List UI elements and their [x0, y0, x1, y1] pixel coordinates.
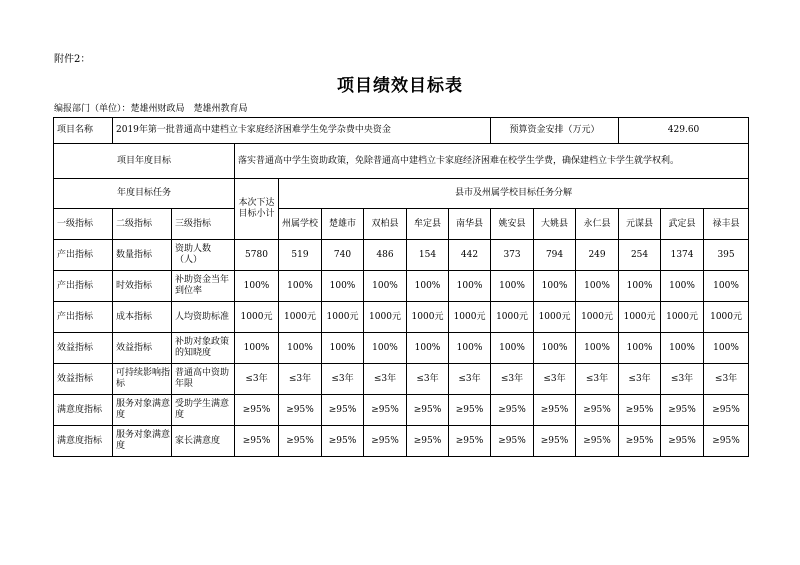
unit-value-cell: ≤3年 [322, 364, 364, 395]
performance-table [53, 117, 749, 457]
unit-value-cell: 1000元 [661, 302, 704, 333]
unit-header: 大姚县 [534, 209, 576, 240]
table-row [54, 426, 749, 457]
level3-header: 三级指标 [172, 209, 235, 240]
unit-value-cell: 1000元 [491, 302, 534, 333]
level2-cell: 效益指标 [113, 333, 172, 364]
unit-value-cell: ≤3年 [491, 364, 534, 395]
unit-value-cell: 486 [364, 240, 407, 271]
subtotal-cell: 100% [235, 333, 279, 364]
level1-header: 一级指标 [54, 209, 113, 240]
level2-cell: 数量指标 [113, 240, 172, 271]
table-row [54, 395, 749, 426]
unit-value-cell: ≤3年 [704, 364, 749, 395]
unit-value-cell: 100% [534, 333, 576, 364]
level1-cell: 产出指标 [54, 302, 113, 333]
unit-value-cell: ≤3年 [661, 364, 704, 395]
unit-value-cell: ≥95% [279, 426, 322, 457]
department-line: 编报部门（单位）：楚雄州财政局 楚雄州教育局 [54, 104, 248, 114]
unit-value-cell: ≥95% [704, 426, 749, 457]
unit-header: 楚雄市 [322, 209, 364, 240]
unit-header: 双柏县 [364, 209, 407, 240]
project-goal-row [54, 144, 749, 179]
unit-value-cell: ≤3年 [576, 364, 619, 395]
unit-value-cell: 100% [364, 271, 407, 302]
unit-value-cell: 100% [279, 271, 322, 302]
unit-value-cell: 1000元 [407, 302, 449, 333]
unit-value-cell: 1000元 [364, 302, 407, 333]
subtotal-cell: 1000元 [235, 302, 279, 333]
unit-value-cell: ≤3年 [407, 364, 449, 395]
unit-value-cell: 100% [491, 271, 534, 302]
header-row-2 [54, 209, 749, 240]
unit-value-cell: ≥95% [619, 426, 661, 457]
unit-value-cell: ≥95% [364, 426, 407, 457]
table-row [54, 302, 749, 333]
unit-value-cell: ≥95% [704, 395, 749, 426]
unit-value-cell: 442 [449, 240, 491, 271]
unit-value-cell: 1374 [661, 240, 704, 271]
indicator-rows [54, 240, 749, 457]
unit-value-cell: 100% [661, 271, 704, 302]
subtotal-cell: ≥95% [235, 426, 279, 457]
unit-value-cell: ≤3年 [534, 364, 576, 395]
level1-cell: 满意度指标 [54, 395, 113, 426]
unit-value-cell: ≤3年 [364, 364, 407, 395]
unit-value-cell: ≥95% [407, 426, 449, 457]
unit-value-cell: 100% [534, 271, 576, 302]
level1-cell: 效益指标 [54, 364, 113, 395]
unit-value-cell: 100% [619, 333, 661, 364]
goal-label: 项目年度目标 [54, 144, 235, 179]
level3-cell: 补助对象政策的知晓度 [172, 333, 235, 364]
budget-value: 429.60 [619, 118, 749, 144]
unit-value-cell: 1000元 [322, 302, 364, 333]
unit-value-cell: 100% [449, 333, 491, 364]
level3-cell: 人均资助标准 [172, 302, 235, 333]
level3-cell: 家长满意度 [172, 426, 235, 457]
unit-header: 武定县 [661, 209, 704, 240]
subtotal-cell: 100% [235, 271, 279, 302]
level3-cell: 受助学生满意度 [172, 395, 235, 426]
unit-header: 永仁县 [576, 209, 619, 240]
subtotal-cell: ≥95% [235, 395, 279, 426]
level3-cell: 普通高中资助年限 [172, 364, 235, 395]
unit-value-cell: ≥95% [449, 395, 491, 426]
level1-cell: 产出指标 [54, 271, 113, 302]
unit-value-cell: 373 [491, 240, 534, 271]
annual-task-header: 年度目标任务 [54, 179, 235, 209]
unit-value-cell: 1000元 [576, 302, 619, 333]
level2-cell: 成本指标 [113, 302, 172, 333]
unit-value-cell: 100% [407, 271, 449, 302]
unit-value-cell: ≤3年 [279, 364, 322, 395]
unit-header: 牟定县 [407, 209, 449, 240]
unit-value-cell: ≥95% [534, 395, 576, 426]
unit-value-cell: 100% [407, 333, 449, 364]
level3-cell: 资助人数（人） [172, 240, 235, 271]
unit-value-cell: 1000元 [619, 302, 661, 333]
unit-value-cell: 249 [576, 240, 619, 271]
unit-value-cell: 100% [322, 271, 364, 302]
unit-header: 元谋县 [619, 209, 661, 240]
unit-value-cell: 1000元 [449, 302, 491, 333]
table-row [54, 271, 749, 302]
header-row-1 [54, 179, 749, 209]
unit-value-cell: ≥95% [661, 395, 704, 426]
level1-cell: 满意度指标 [54, 426, 113, 457]
unit-value-cell: 100% [491, 333, 534, 364]
table-row [54, 364, 749, 395]
unit-value-cell: ≥95% [491, 395, 534, 426]
unit-value-cell: 100% [619, 271, 661, 302]
unit-value-cell: 100% [704, 271, 749, 302]
project-name-row [54, 118, 749, 144]
unit-value-cell: ≥95% [619, 395, 661, 426]
project-name-value: 2019年第一批普通高中建档立卡家庭经济困难学生免学杂费中央资金 [113, 118, 491, 144]
unit-header: 南华县 [449, 209, 491, 240]
goal-value: 落实普通高中学生资助政策，免除普通高中建档立卡家庭经济困难在校学生学费，确保建档立卡学生就学权利。 [235, 144, 749, 179]
unit-value-cell: ≥95% [364, 395, 407, 426]
unit-value-cell: ≥95% [322, 426, 364, 457]
level1-cell: 产出指标 [54, 240, 113, 271]
unit-value-cell: ≥95% [407, 395, 449, 426]
unit-value-cell: ≥95% [576, 426, 619, 457]
subtotal-cell: 5780 [235, 240, 279, 271]
unit-value-cell: 794 [534, 240, 576, 271]
unit-value-cell: 100% [576, 271, 619, 302]
attachment-label: 附件2： [54, 54, 91, 65]
unit-header: 州属学校 [279, 209, 322, 240]
level2-cell: 时效指标 [113, 271, 172, 302]
unit-value-cell: ≤3年 [449, 364, 491, 395]
unit-header: 姚安县 [491, 209, 534, 240]
unit-value-cell: 100% [449, 271, 491, 302]
unit-value-cell: 100% [322, 333, 364, 364]
unit-value-cell: ≤3年 [619, 364, 661, 395]
unit-value-cell: ≥95% [449, 426, 491, 457]
level2-cell: 服务对象满意度 [113, 395, 172, 426]
unit-value-cell: 100% [279, 333, 322, 364]
unit-value-cell: 740 [322, 240, 364, 271]
unit-value-cell: ≥95% [576, 395, 619, 426]
table-row [54, 333, 749, 364]
unit-value-cell: 395 [704, 240, 749, 271]
subtotal-header: 本次下达目标小计 [235, 179, 279, 240]
unit-value-cell: 1000元 [279, 302, 322, 333]
budget-label: 预算资金安排（万元） [491, 118, 619, 144]
unit-value-cell: 100% [661, 333, 704, 364]
unit-header: 禄丰县 [704, 209, 749, 240]
unit-value-cell: 100% [704, 333, 749, 364]
level3-cell: 补助资金当年到位率 [172, 271, 235, 302]
unit-value-cell: 1000元 [704, 302, 749, 333]
unit-value-cell: ≥95% [534, 426, 576, 457]
unit-value-cell: ≥95% [279, 395, 322, 426]
unit-value-cell: ≥95% [661, 426, 704, 457]
unit-value-cell: ≥95% [491, 426, 534, 457]
level2-header: 二级指标 [113, 209, 172, 240]
level1-cell: 效益指标 [54, 333, 113, 364]
subtotal-cell: ≤3年 [235, 364, 279, 395]
unit-value-cell: 100% [364, 333, 407, 364]
level2-cell: 服务对象满意度 [113, 426, 172, 457]
breakdown-header: 县市及州属学校目标任务分解 [279, 179, 749, 209]
level2-cell: 可持续影响指标 [113, 364, 172, 395]
unit-value-cell: ≥95% [322, 395, 364, 426]
unit-value-cell: 519 [279, 240, 322, 271]
document-title: 项目绩效目标表 [337, 76, 463, 96]
table-row [54, 240, 749, 271]
unit-value-cell: 254 [619, 240, 661, 271]
unit-value-cell: 100% [576, 333, 619, 364]
unit-value-cell: 1000元 [534, 302, 576, 333]
project-name-label: 项目名称 [54, 118, 113, 144]
unit-value-cell: 154 [407, 240, 449, 271]
